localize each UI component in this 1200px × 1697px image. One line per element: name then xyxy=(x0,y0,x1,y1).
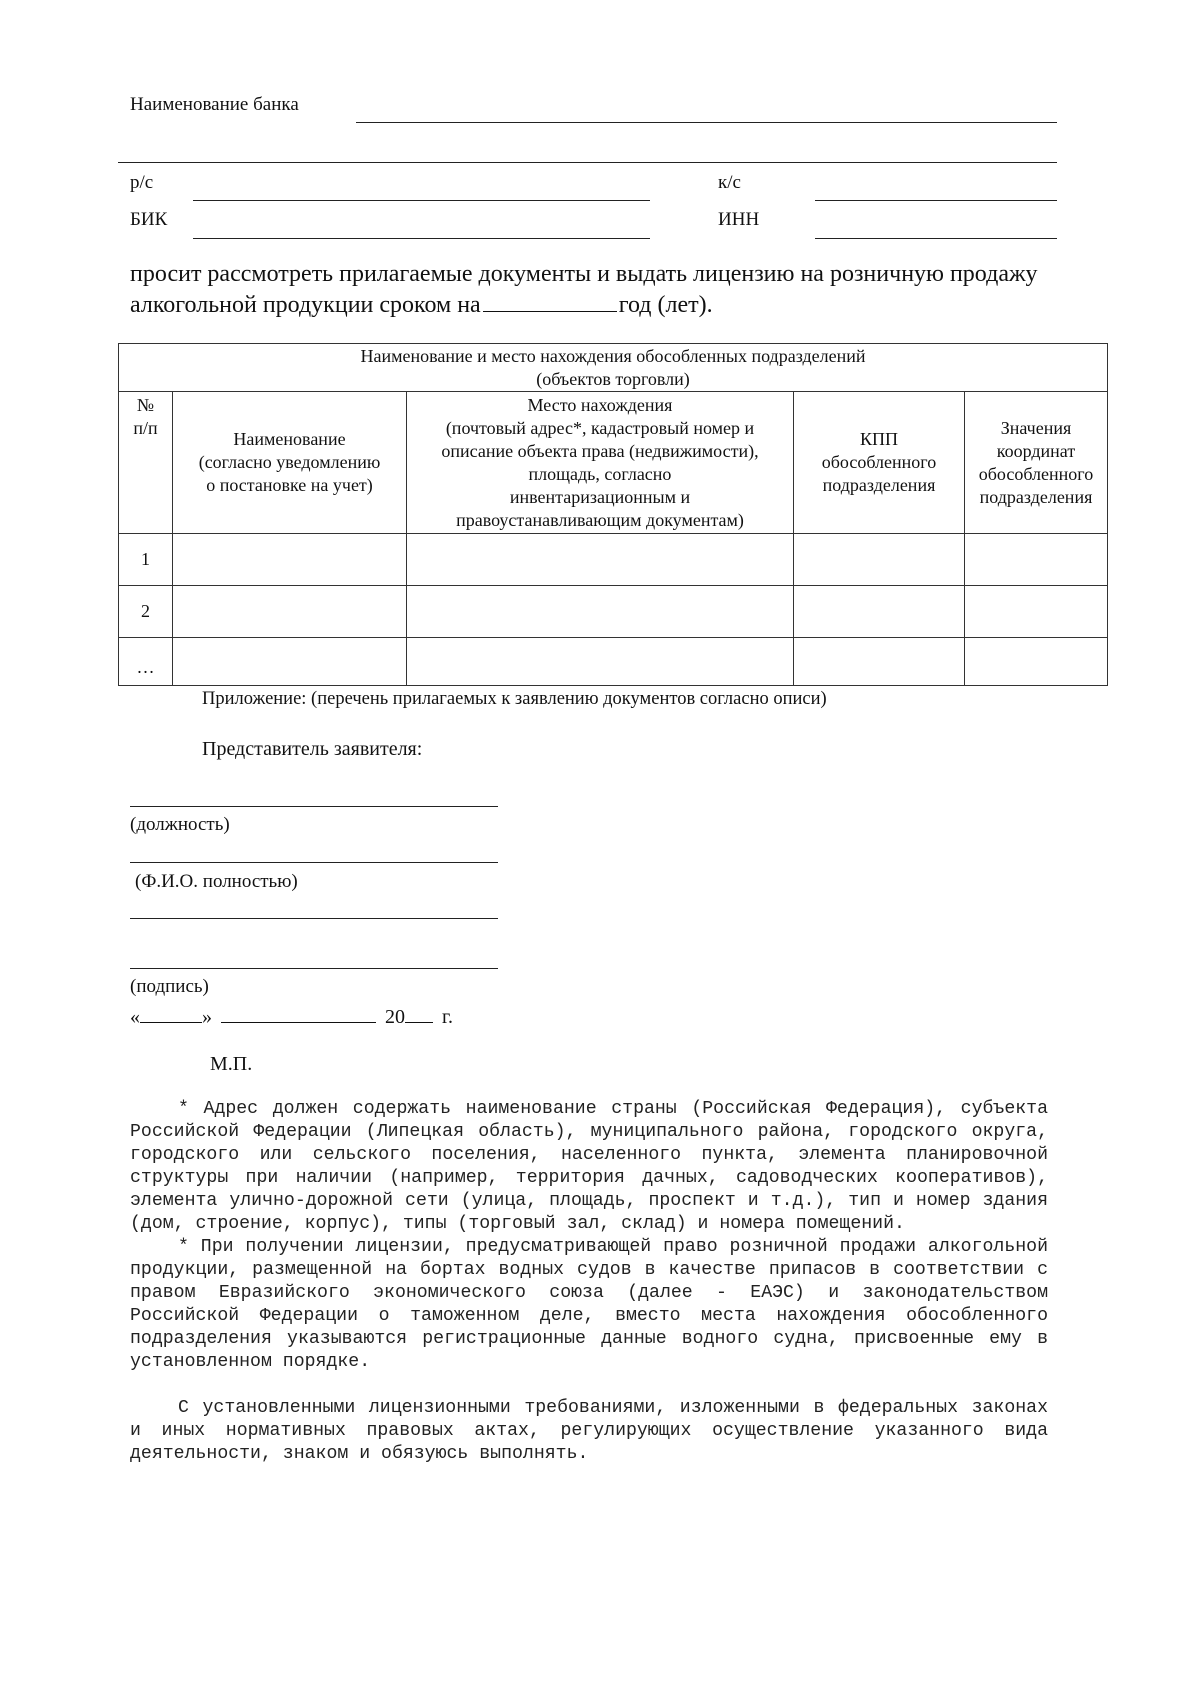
header-name-l1: Наименование xyxy=(233,429,346,449)
cell-location[interactable] xyxy=(407,638,794,686)
header-location-l2: (почтовый адрес*, кадастровый номер и xyxy=(445,417,755,438)
header-num-l1: № xyxy=(136,395,155,415)
day-field[interactable] xyxy=(140,1004,202,1023)
cell-coords[interactable] xyxy=(965,638,1108,686)
header-location-l6: правоустанавливающим документам) xyxy=(456,509,744,530)
rs-label: р/с xyxy=(130,172,154,193)
signature-label: (подпись) xyxy=(130,976,209,997)
header-location xyxy=(407,392,794,534)
table-title xyxy=(119,344,1108,392)
footnote-vessels: * При получении лицензии, предусматривающей право розничной продажи алкогольной продукции, размещенной на бортах водных судов в качестве припасов в соответствии с правом Евразийского экономического союза (далее - ЕАЭС) и законодательством Российской Федерации о таможенном деле, вместо места нахождения обособленного подразделения указываются регистрационные данные водного судна, присвоенные ему в установленном порядке. xyxy=(130,1237,1048,1372)
cell-kpp[interactable] xyxy=(794,638,965,686)
header-location-l5: инвентаризационным и xyxy=(509,486,691,507)
header-name xyxy=(173,392,407,534)
agreement-text: С установленными лицензионными требованиями, изложенными в федеральных законах и иных нормативных правовых актах, регулирующих осуществление указанного вида деятельности, знаком и обязуюсь выполнять. xyxy=(130,1398,1048,1464)
table-title-line2: (объектов торговли) xyxy=(536,368,690,389)
fio-label: (Ф.И.О. полностью) xyxy=(135,871,298,892)
cell-location[interactable] xyxy=(407,534,794,586)
request-line1: просит рассмотреть прилагаемые документы и выдать лицензию на розничную продажу xyxy=(130,261,1038,287)
year-prefix: 20 xyxy=(385,1006,405,1028)
header-coords-l2: координат xyxy=(996,440,1076,461)
row-number: … xyxy=(119,638,173,686)
units-table xyxy=(118,343,1108,686)
row-number: 1 xyxy=(119,534,173,586)
header-coords-l4: подразделения xyxy=(979,486,1093,507)
header-name-l3: о постановке на учет) xyxy=(206,475,373,495)
header-coords xyxy=(965,392,1108,534)
bank-name-field-line2[interactable] xyxy=(118,162,1057,163)
cell-kpp[interactable] xyxy=(794,534,965,586)
year-field[interactable] xyxy=(405,1004,433,1023)
bank-name-label: Наименование банка xyxy=(130,94,299,115)
date-close-quote: » xyxy=(202,1006,212,1028)
year-suffix: г. xyxy=(442,1006,453,1028)
footnotes xyxy=(130,1098,1048,1466)
cell-name[interactable] xyxy=(173,586,407,638)
term-field[interactable] xyxy=(483,289,617,312)
ks-label: к/с xyxy=(718,172,741,193)
header-kpp-l2: обособленного xyxy=(821,452,937,472)
request-paragraph xyxy=(130,260,1090,320)
inn-label: ИНН xyxy=(718,209,760,230)
header-location-l3: описание объекта права (недвижимости), xyxy=(441,440,759,461)
fio-field[interactable] xyxy=(130,862,498,863)
ks-field[interactable] xyxy=(815,200,1057,201)
position-label: (должность) xyxy=(130,814,230,835)
fio-field-line2[interactable] xyxy=(130,918,498,919)
table-row xyxy=(119,586,1108,638)
table-row xyxy=(119,638,1108,686)
request-line2 xyxy=(130,289,1090,320)
month-field[interactable] xyxy=(221,1004,376,1023)
row-number: 2 xyxy=(119,586,173,638)
header-coords-l1: Значения xyxy=(1000,417,1072,438)
table-row xyxy=(119,534,1108,586)
signature-field[interactable] xyxy=(130,968,498,969)
rs-field[interactable] xyxy=(193,200,650,201)
position-field[interactable] xyxy=(130,806,498,807)
bik-field[interactable] xyxy=(193,238,650,239)
cell-coords[interactable] xyxy=(965,586,1108,638)
header-kpp-l1: КПП xyxy=(859,429,898,449)
header-location-l1: Место нахождения xyxy=(527,394,673,415)
cell-kpp[interactable] xyxy=(794,586,965,638)
representative-label: Представитель заявителя: xyxy=(202,738,423,760)
date-open-quote: « xyxy=(130,1006,140,1028)
header-kpp-l3: подразделения xyxy=(822,475,936,495)
bank-name-field[interactable] xyxy=(356,122,1057,123)
header-num xyxy=(119,392,173,534)
header-kpp xyxy=(794,392,965,534)
header-coords-l3: обособленного xyxy=(978,463,1094,484)
header-name-l2: (согласно уведомлению xyxy=(198,452,381,472)
stamp-label: М.П. xyxy=(210,1053,253,1075)
inn-field[interactable] xyxy=(815,238,1057,239)
request-line2-start: алкогольной продукции сроком на xyxy=(130,292,481,318)
cell-coords[interactable] xyxy=(965,534,1108,586)
request-line2-end: год (лет). xyxy=(618,292,713,318)
table-title-line1: Наименование и место нахождения обособленных подразделений xyxy=(360,345,866,366)
cell-location[interactable] xyxy=(407,586,794,638)
bik-label: БИК xyxy=(130,209,168,230)
footnote-address: * Адрес должен содержать наименование страны (Российская Федерация), субъекта Российской Федерации (Липецкая область), муниципального района, городского округа, городского или сельского поселения, населенного пункта, элемента планировочной структуры при наличии (например, территория дачных, садоводческих кооперативов), элемента улично-дорожной сети (улица, площадь, проспект и т.д.), тип и номер здания (дом, строение, корпус), типы (торговый зал, склад) и номера помещений. xyxy=(130,1099,1048,1234)
cell-name[interactable] xyxy=(173,534,407,586)
attachment-text: Приложение: (перечень прилагаемых к заявлению документов согласно описи) xyxy=(202,689,827,709)
header-location-l4: площадь, согласно xyxy=(528,463,672,484)
header-num-l2: п/п xyxy=(133,418,158,438)
cell-name[interactable] xyxy=(173,638,407,686)
date-line xyxy=(130,1004,453,1028)
